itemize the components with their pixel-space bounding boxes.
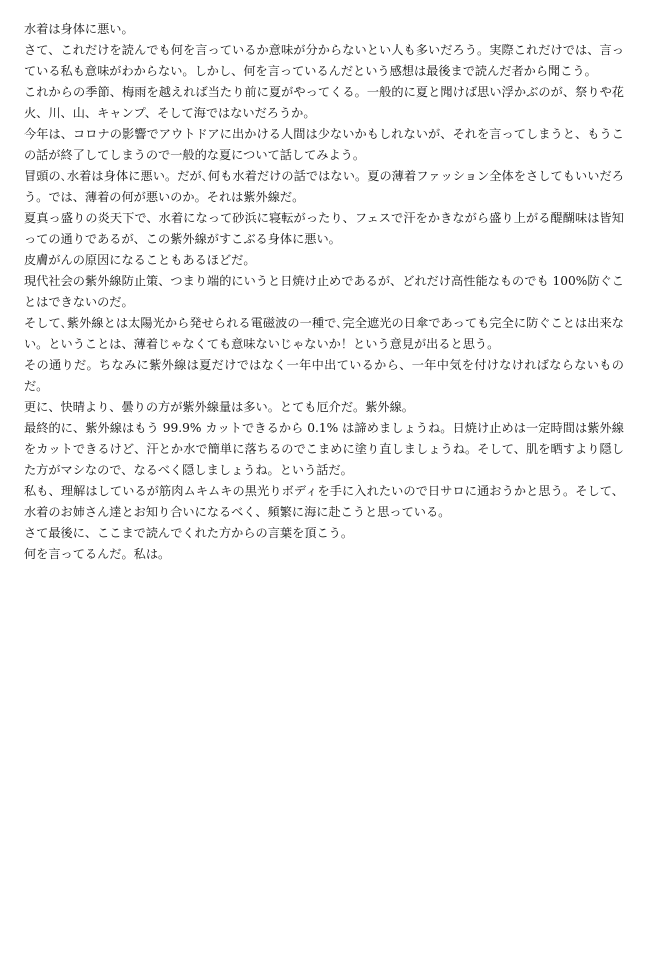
paragraph-11: 更に、快晴より、曇りの方が紫外線量は多い。とても厄介だ。紫外線。 [24, 400, 414, 414]
paragraph-13: 私も、理解はしているが筋肉ムキムキの黒光りボディを手に入れたいので日サロに通おうかと思う。そして、水着のお姉さん達とお知り合いになるべく、頻繁に海に赴こうと思っている。 [24, 484, 624, 519]
paragraph-10: その通りだ。ちなみに紫外線は夏だけではなく一年中出ているから、一年中気を付けなければならないものだ。 [24, 358, 624, 393]
paragraph-14: さて最後に、ここまで読んでくれた方からの言葉を頂こう。 [24, 526, 354, 540]
paragraph-8: 現代社会の紫外線防止策、つまり端的にいうと日焼け止めであるが、どれだけ高性能なものでも 100%防ぐことはできないのだ。 [24, 274, 624, 309]
paragraph-15: 何を言ってるんだ。私は。 [24, 547, 171, 561]
paragraph-6: 夏真っ盛りの炎天下で、水着になって砂浜に寝転がったり、フェスで汗をかきながら盛り上がる醍醐味は皆知っての通りであるが、この紫外線がすこぶる身体に悪い。 [24, 211, 624, 246]
paragraph-2: さて、これだけを読んでも何を言っているか意味が分からないとい人も多いだろう。実際これだけでは、言っている私も意味がわからない。しかし、何を言っているんだという感想は最後まで読んだ者から聞こう。 [24, 43, 624, 78]
paragraph-4: 今年は、コロナの影響でアウトドアに出かける人間は少ないかもしれないが、それを言ってしまうと、もうこの話が終了してしまうので一般的な夏について話してみよう。 [24, 127, 624, 162]
paragraph-9: そして､紫外線とは太陽光から発せられる電磁波の一種で､完全遮光の日傘であっても完全に防ぐことは出来ない。ということは、薄着じゃなくても意味ないじゃないか！という意見が出ると思う。 [24, 316, 624, 351]
paragraph-1: 水着は身体に悪い。 [24, 22, 134, 36]
paragraph-5: 冒頭の､水着は身体に悪い。だが､何も水着だけの話ではない。夏の薄着ファッション全体をさしてもいいだろう。では、薄着の何が悪いのか。それは紫外線だ。 [24, 169, 624, 204]
paragraph-3: これからの季節、梅雨を越えれば当たり前に夏がやってくる。一般的に夏と聞けば思い浮かぶのが、祭りや花火、川、山、キャンプ、そして海ではないだろうか。 [24, 85, 624, 120]
paragraph-7: 皮膚がんの原因になることもあるほどだ。 [24, 253, 256, 267]
paragraph-12: 最終的に、紫外線はもう 99.9% カットできるから 0.1% は諦めましょうね。日焼け止めは一定時間は紫外線をカットできるけど、汗とか水で簡単に落ちるのでこまめに塗り直しましょうね。そして、肌を晒すより隠した方がマシなので、なるべく隠しましょうね。という話だ。 [24, 421, 624, 477]
document-body [24, 19, 624, 565]
